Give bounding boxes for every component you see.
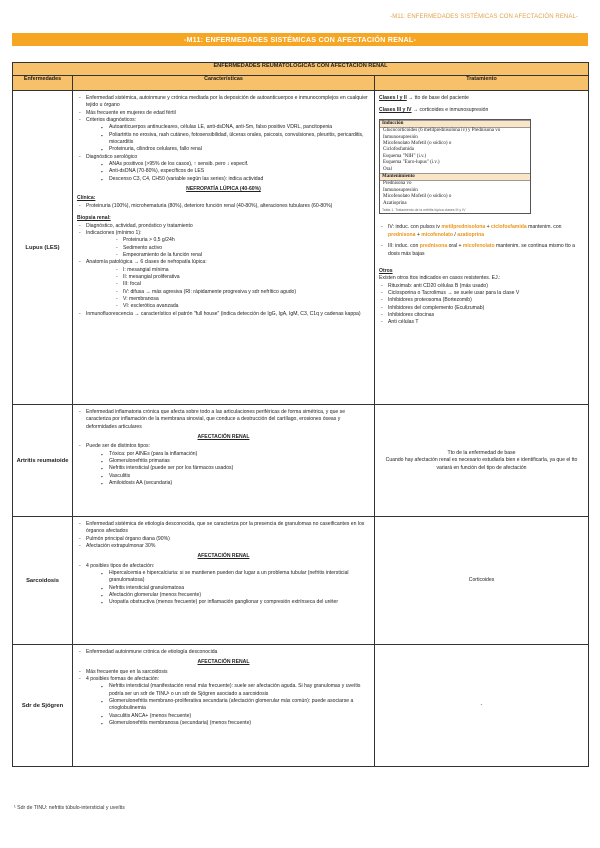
diseases-table (12, 62, 589, 767)
sarcoidosis-renal-heading: AFECTACIÓN RENAL (197, 553, 250, 560)
list-item: - Inmunofluorescencia → característico el patrón "full house" (indica detección de IgG, IgA, IgM, C3, C1q y cadenas kappa) (77, 311, 370, 318)
list-item: ▪ Glomerulonefritis membrano-proliferativa secundaria (afectación glomerular más común): puede asociarse a crioglobulinemia (86, 698, 370, 713)
list-item: - Proteinuria (100%), microhematuria (80%), deterioro función renal (40-80%), alteraciones tubulares (60-80%) (77, 203, 370, 210)
list-item: - Afectación extrapulmonar 30% (77, 543, 370, 550)
list-item: ▪ Nefritis intersticial (puede ser por los fármacos usados) (86, 465, 370, 472)
scheme-line: Prednisona vo (383, 181, 412, 187)
list-item: ▪ Descenso C3, C4, CH50 (variable según las series): indica actividad (86, 176, 370, 183)
lupus-treatment (375, 91, 589, 405)
header-treatment: Tratamiento (375, 76, 589, 91)
artritis-treatment-base: Tto de la enfermedad de base (447, 449, 516, 456)
list-item: - Enfermedad sistémica de etiología desconocida, que se caracteriza por la presencia de granulomas no caseificantes en los órganos afectados (77, 521, 370, 536)
lupus-nephropathy-heading: NEFROPATÍA LÚPICA (40-60%) (186, 186, 261, 193)
list-item: - V: membranosa (86, 296, 370, 303)
lupus-definition: - Enfermedad sistémica, autoinmune y crónica mediada por la deposición de autoanticuerpos e inmunocomplejos en cualquier tejido u órgano (77, 95, 370, 110)
lupus-biopsy-label: Biopsia renal: (77, 215, 111, 222)
scheme-line: Oral (383, 166, 392, 172)
sjogren-characteristics (73, 645, 375, 767)
list-item: ▪ Nefritis intersticial (manifestación renal más frecuente): suele ser afectación aguda. Si hay granulomas y uveítis podría ser un sdr de TINU¹ o un sdr de Sjögren asociado a sarcoidosis (86, 683, 370, 698)
sjogren-renal-heading: AFECTACIÓN RENAL (197, 659, 250, 666)
lupus-clinic-label: Clínica: (77, 195, 96, 202)
treatment-class-iii: - III: induc. con prednisona oral + micofenolato mantenim. se continua mismo tto a dosis más bajas (379, 243, 584, 258)
list-item: - Pulmón principal órgano diana (90%) (77, 536, 370, 543)
scheme-line: Esquema "NIH" (i.v.) (383, 153, 427, 159)
list-item: - 4 posibles tipos de afectación: ▪ Hipercalcemia e hipercalciuria: si se mantienen pueden dar lugar a un problema tubular (nefritis intersticial granulomatosa) ▪ Nefritis intersticial granulomatosa ▪ Afectación glomerular (menos frecuente) ▪ Uropatía obstructiva (menos frecuente) por inflamación ganglionar y compresión extrínseca del uréter (77, 563, 370, 607)
lupus-epidemiology: - Más frecuente en mujeres de edad fértil (77, 110, 370, 117)
list-item: ▪ Hipercalcemia e hipercalciuria: si se mantienen pueden dar lugar a un problema tubular (nefritis intersticial granulomatosa) (86, 570, 370, 585)
scheme-caption: Tabla 1. Tratamiento de la nefritis lúpica clases III y IV (382, 207, 466, 212)
list-item (77, 230, 370, 259)
scheme-line: Azatioprina (383, 200, 407, 206)
list-item: - II: mesangial proliferativa (86, 274, 370, 281)
artritis-characteristics (73, 405, 375, 517)
list-item: - III: focal (86, 281, 370, 288)
disease-artritis: Artritis reumatoide (13, 405, 73, 517)
disease-sarcoidosis: Sarcoidosis (13, 517, 73, 645)
classes-1-2-text: → tto de base del paciente (408, 95, 469, 101)
list-item: ▪ Glomerulonefritis membranosa (secundaria) (menos frecuente) (86, 720, 370, 727)
row-sarcoidosis (13, 517, 589, 645)
scheme-maintenance: Mantenimiento (380, 173, 530, 181)
list-item: - Empeoramiento de la función renal (86, 252, 370, 259)
lupus-serology-label: Diagnóstico serológico (86, 153, 138, 160)
treatment-scheme-table (379, 119, 531, 215)
list-item: - Más frecuente que en la sarcoidosis (77, 669, 370, 676)
list-item: ▪ Nefritis intersticial granulomatosa (86, 585, 370, 592)
scheme-line: Ciclofosfamida (383, 147, 414, 153)
sjogren-treatment: - (375, 645, 589, 767)
scheme-line: Glucocorticoides (6 metilprednisolona iv) y Prednisona vo (383, 128, 501, 134)
classes-3-4-label: Clases III y IV (379, 107, 412, 114)
scheme-line: Inmunosupresión (383, 134, 418, 140)
other-treatments-intro: Existen otros ttos indicados en casos resistentes. EJ.: (379, 275, 501, 282)
list-item: ▪ Proteinuria, cilindros celulares, fallo renal (86, 146, 370, 153)
header-characteristics: Características (73, 76, 375, 91)
list-item: - Sedimento activo (86, 245, 370, 252)
list-item: ▪ Glomerulonefritis primarias (86, 458, 370, 465)
list-item: ▪ Anti-dsDNA (70-80%), específicos de LES (86, 168, 370, 175)
list-item: - IV: difusa → más agresiva (RI: rápidamente progresiva y sdr nefrítico agudo) (86, 289, 370, 296)
list-item: - VI: esclerótica avanzada (86, 303, 370, 310)
list-item: - Enfermedad inflamatoria crónica que afecta sobre todo a las articulaciones periféricas de forma simétrica, y que se caracteriza por inflamación de la membrana sinovial, que conduce a destrucción del cartílago, erosiones óseas y deformidades articulares (77, 409, 370, 431)
list-item: - 4 posibles formas de afectación: ▪ Nefritis intersticial (manifestación renal más frecuente): suele ser afectación aguda. Si hay granulomas y uveítis podría ser un sdr de TINU¹ o un sdr de Sjögren asociado a sarcoidosis ▪ Glomerulonefritis membrano-proliferativa secundaria (afectación glomerular más común): puede asociarse a crioglobulinemia ▪ Vasculitis ANCA+ (menos frecuente) ▪ Glomerulonefritis membranosa (secundaria) (menos frecuente) (77, 676, 370, 727)
list-item: ▪ ANAs positivos (>95% de los casos), ↑ sensib. pero ↓ especif. (86, 161, 370, 168)
scheme-line: Inmunosupresión (383, 187, 418, 193)
scheme-line: Esquema "Euro-lupus" (i.v.) (383, 160, 440, 166)
classes-3-4-text: → corticoides e inmunosupresión (412, 107, 489, 114)
artritis-treatment (375, 405, 589, 517)
classes-1-2-label: Clases I y II (379, 95, 407, 101)
list-item: - Enfermedad autoinmune crónica de etiología desconocida (77, 649, 370, 656)
list-item: - Anti células T (379, 319, 584, 326)
list-item: - Inhibidores del complemento (Eculizumab) (379, 305, 584, 312)
artritis-renal-heading: AFECTACIÓN RENAL (197, 434, 250, 441)
row-lupus (13, 91, 589, 405)
list-item: ▪ Autoanticuerpos antinucleares, células LE, anti-dsDNA, anti-Sm, falso positivo VDRL, pancitopenia (86, 124, 370, 131)
list-item: - Puede ser de distintos tipos: ▪ Tóxica: por AINEs (para la inflamación) ▪ Glomerulonefritis primarias ▪ Nefritis intersticial (puede ser por los fármacos usados) ▪ Vasculitis ▪ Amiloidosis AA (secundaria) (77, 443, 370, 487)
row-sjogren (13, 645, 589, 767)
list-item: - Inhibidores proteosoma (Bortezomib) (379, 297, 584, 304)
list-item: ▪ Vasculitis (86, 473, 370, 480)
scheme-induction: Inducción (380, 120, 530, 128)
list-item: - Inhibidores citocinas (379, 312, 584, 319)
scheme-line: Micofenolato Mofetil (o sódico) o (383, 140, 452, 146)
header-diseases: Enfermedades (13, 76, 73, 91)
lupus-criteria (77, 117, 370, 154)
list-item: ▪ Amiloidosis AA (secundaria) (86, 480, 370, 487)
anatomy-label: Anatomía patológica → 6 clases de nefropatía lúpica: (86, 259, 207, 266)
biopsy-indications-label: Indicaciones (mínimo 1): (86, 229, 142, 236)
row-artritis (13, 405, 589, 517)
list-item: ▪ Poliartritis no erosiva, rash cutáneo, fotosensibilidad, úlceras orales, psicosis, convulsiones, pleuritis, pericarditis, miocarditis (86, 132, 370, 147)
lupus-serology (77, 154, 370, 183)
lupus-characteristics (73, 91, 375, 405)
sarcoidosis-treatment: Corticoides (375, 517, 589, 645)
section-title: ENFERMEDADES REUMATOLÓGICAS CON AFECTACIÓN RENAL (13, 63, 589, 76)
artritis-treatment-note: Cuando hay afectación renal es necesario estudiarla bien e identificarla, ya que el tto variará en función del tipo de afectación (385, 457, 578, 471)
lupus-criteria-label: Criterios diagnósticos: (86, 117, 137, 124)
list-item: ▪ Tóxica: por AINEs (para la inflamación) (86, 451, 370, 458)
list-item: - I: mesangial mínima (86, 267, 370, 274)
sarcoidosis-characteristics (73, 517, 375, 645)
list-item (77, 259, 370, 310)
scheme-line: Micofenolato Mofetil (o sódico) o (383, 194, 452, 200)
disease-lupus: Lupus (LES) (13, 91, 73, 405)
list-item: - Diagnóstico, actividad, pronóstico y tratamiento (77, 223, 370, 230)
list-item: - Proteinuria > 0,5 g/24h (86, 237, 370, 244)
list-item: ▪ Afectación glomerular (menos frecuente) (86, 592, 370, 599)
title-banner: -M11: ENFERMEDADES SISTÉMICAS CON AFECTACIÓN RENAL- (12, 33, 588, 46)
list-item: - Ciclosporina o Tacrolimus → se suele usar para la clase V (379, 290, 584, 297)
other-treatments-label: Otros (379, 267, 393, 274)
disease-sjogren: Sdr de Sjögren (13, 645, 73, 767)
list-item: - Rituximab: anti CD20 células B (más usado) (379, 283, 584, 290)
running-header: -M11: ENFERMEDADES SISTÉMICAS CON AFECTACIÓN RENAL- (390, 14, 578, 20)
treatment-classes-3-4 (379, 107, 584, 114)
footnote: ¹ Sdr de TINU: nefritis túbulo-intersticial y uveítis (14, 805, 125, 811)
list-item: ▪ Vasculitis ANCA+ (menos frecuente) (86, 713, 370, 720)
list-item: ▪ Uropatía obstructiva (menos frecuente) por inflamación ganglionar y compresión extrínseca del uréter (86, 599, 370, 606)
treatment-classes-1-2 (379, 95, 584, 102)
treatment-class-iv: - IV: induc. con pulsos iv metilprednisolona + ciclofosfamida mantenim. con prednisona + micofenolato / azatioprina (379, 224, 584, 239)
